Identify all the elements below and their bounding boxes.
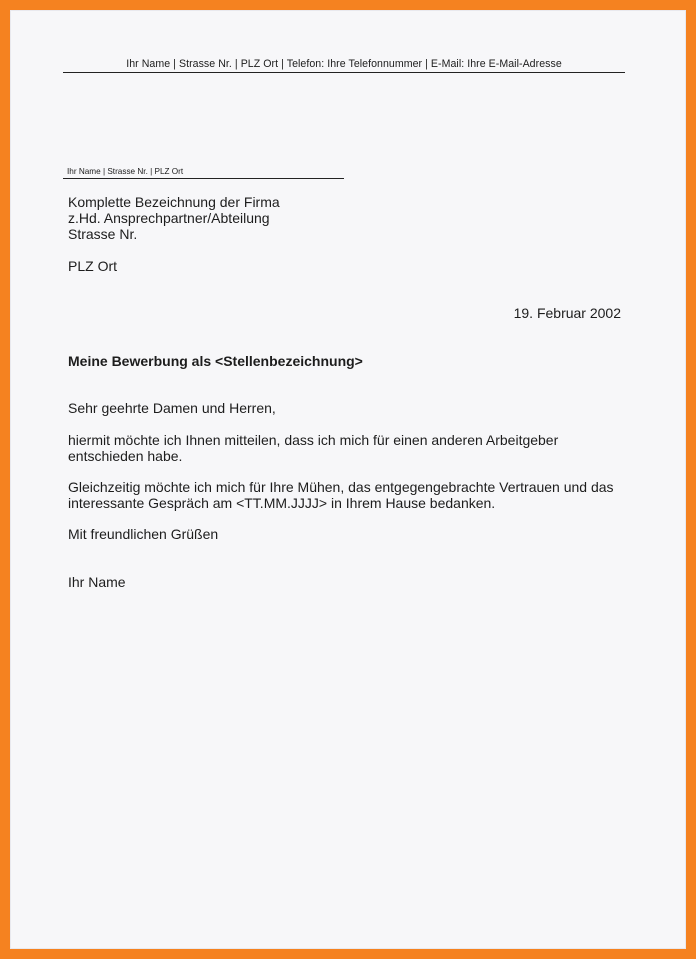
paragraph-2-line-2: interessante Gespräch am <TT.MM.JJJJ> in Ihrem Hause bedanken. [68,495,496,512]
letter-date: 19. Februar 2002 [513,305,621,321]
sender-return-address: Ihr Name | Strasse Nr. | PLZ Ort [67,167,184,176]
recipient-address-block [68,194,280,243]
recipient-company-line: Komplette Bezeichnung der Firma [68,194,280,210]
letter-salutation: Sehr geehrte Damen und Herren, [68,400,276,416]
letterhead-divider [63,72,625,73]
letterhead-contact-line: Ihr Name | Strasse Nr. | PLZ Ort | Telefon: Ihre Telefonnummer | E-Mail: Ihre E-Mail-Adresse [126,58,562,70]
recipient-city-line: PLZ Ort [68,258,118,274]
sender-return-divider [63,178,344,179]
recipient-street-line: Strasse Nr. [68,226,138,243]
letter-signature-name: Ihr Name [68,574,126,590]
paragraph-2-line-1: Gleichzeitig möchte ich mich für Ihre Mühen, das entgegengebrachte Vertrauen und das [68,479,614,495]
recipient-attention-line: z.Hd. Ansprechpartner/Abteilung [68,210,270,227]
letter-paragraph-1 [68,432,558,464]
paragraph-1-line-1: hiermit möchte ich Ihnen mitteilen, dass ich mich für einen anderen Arbeitgeber [68,432,559,448]
letter-subject: Meine Bewerbung als <Stellenbezeichnung> [68,353,363,369]
letter-paragraph-2 [68,479,614,511]
paragraph-1-line-2: entschieden habe. [68,448,183,465]
letter-closing: Mit freundlichen Grüßen [68,526,219,542]
